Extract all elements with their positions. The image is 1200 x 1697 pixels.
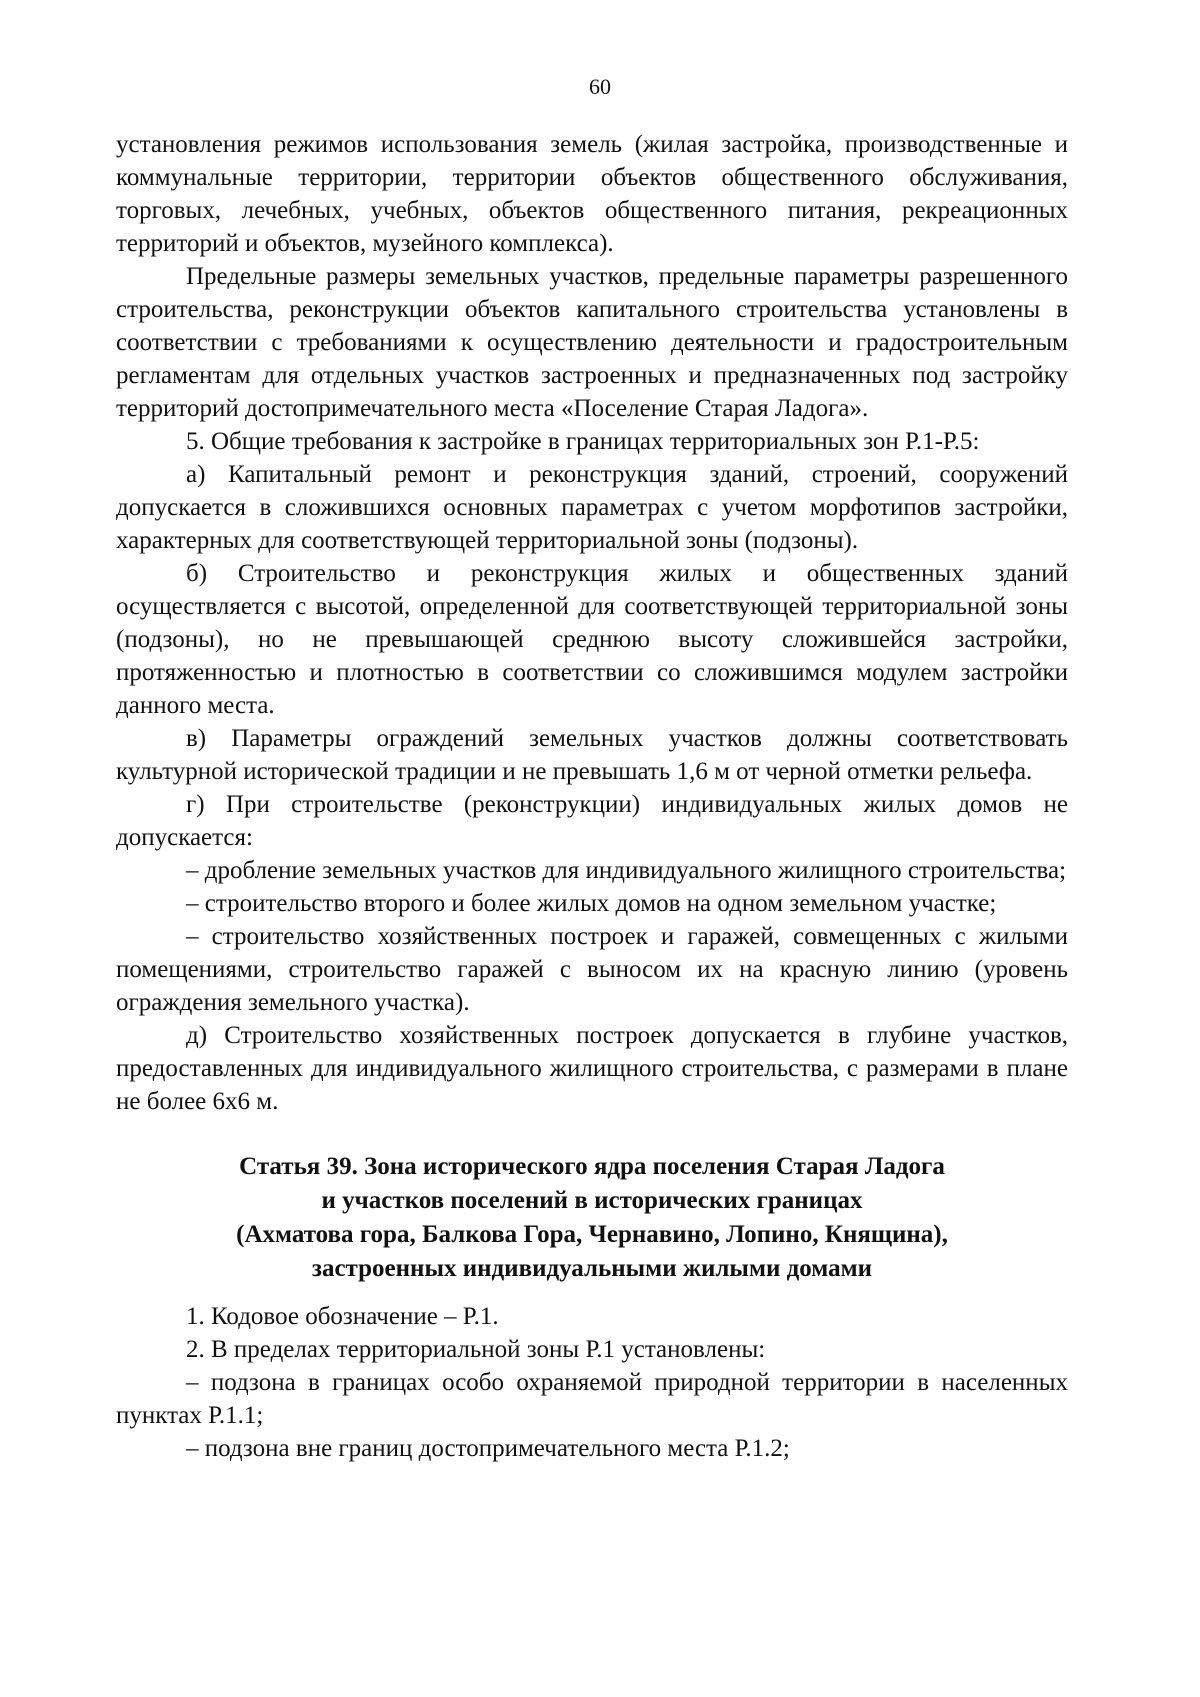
- paragraph: Предельные размеры земельных участков, предельные параметры разрешенного строительства, реконструкции объектов капитального строительства установлены в соответствии с требованиями к осуществлению деятельности и градостроительным регламентам для отдельных участков застроенных и предназначенных под застройку территорий достопримечательного места «Поселение Старая Ладога».: [116, 263, 1068, 422]
- dash-item: – строительство второго и более жилых домов на одном земельном участке;: [186, 890, 997, 917]
- heading-line: застроенных индивидуальными жилыми домами: [311, 1255, 873, 1282]
- article-heading: [116, 1150, 1068, 1286]
- dash-item: – строительство хозяйственных построек и гаражей, совмещенных с жилыми помещениями, строительство гаражей с выносом их на красную линию (уровень ограждения земельного участка).: [116, 923, 1068, 1016]
- document-body: [116, 128, 1068, 1465]
- list-item: д) Строительство хозяйственных построек допускается в глубине участков, предоставленных для индивидуального жилищного строительства, с размерами в плане не более 6х6 м.: [116, 1022, 1068, 1115]
- section-item: 2. В пределах территориальной зоны Р.1 установлены:: [186, 1336, 766, 1363]
- paragraph: установления режимов использования земель (жилая застройка, производственные и коммунальные территории, территории объектов общественного обслуживания, торговых, лечебных, учебных, объектов общественного питания, рекреационных территорий и объектов, музейного комплекса).: [116, 131, 1068, 257]
- dash-item: – подзона в границах особо охраняемой природной территории в населенных пунктах Р.1.1;: [116, 1369, 1068, 1429]
- section-item: 5. Общие требования к застройке в границах территориальных зон Р.1-Р.5:: [186, 428, 980, 455]
- page-number: 60: [589, 74, 611, 99]
- dash-item: – дробление земельных участков для индивидуального жилищного строительства;: [186, 857, 1067, 884]
- heading-line: (Ахматова гора, Балкова Гора, Чернавино, Лопино, Княщина),: [236, 1221, 948, 1248]
- heading-line: и участков поселений в исторических границах: [321, 1187, 863, 1214]
- dash-item: – подзона вне границ достопримечательного места Р.1.2;: [186, 1435, 790, 1462]
- list-item: в) Параметры ограждений земельных участков должны соответствовать культурной исторической традиции и не превышать 1,6 м от черной отметки рельефа.: [116, 725, 1068, 785]
- list-item: б) Строительство и реконструкция жилых и общественных зданий осуществляется с высотой, определенной для соответствующей территориальной зоны (подзоны), но не превышающей среднюю высоту сложившейся застройки, протяженностью и плотностью в соответствии со сложившимся модулем застройки данного места.: [116, 560, 1068, 719]
- list-item: а) Капитальный ремонт и реконструкция зданий, строений, сооружений допускается в сложившихся основных параметрах с учетом морфотипов застройки, характерных для соответствующей территориальной зоны (подзоны).: [116, 461, 1068, 554]
- list-item: г) При строительстве (реконструкции) индивидуальных жилых домов не допускается:: [116, 791, 1068, 851]
- heading-line: Статья 39. Зона исторического ядра поселения Старая Ладога: [239, 1153, 945, 1180]
- section-item: 1. Кодовое обозначение – Р.1.: [186, 1303, 499, 1330]
